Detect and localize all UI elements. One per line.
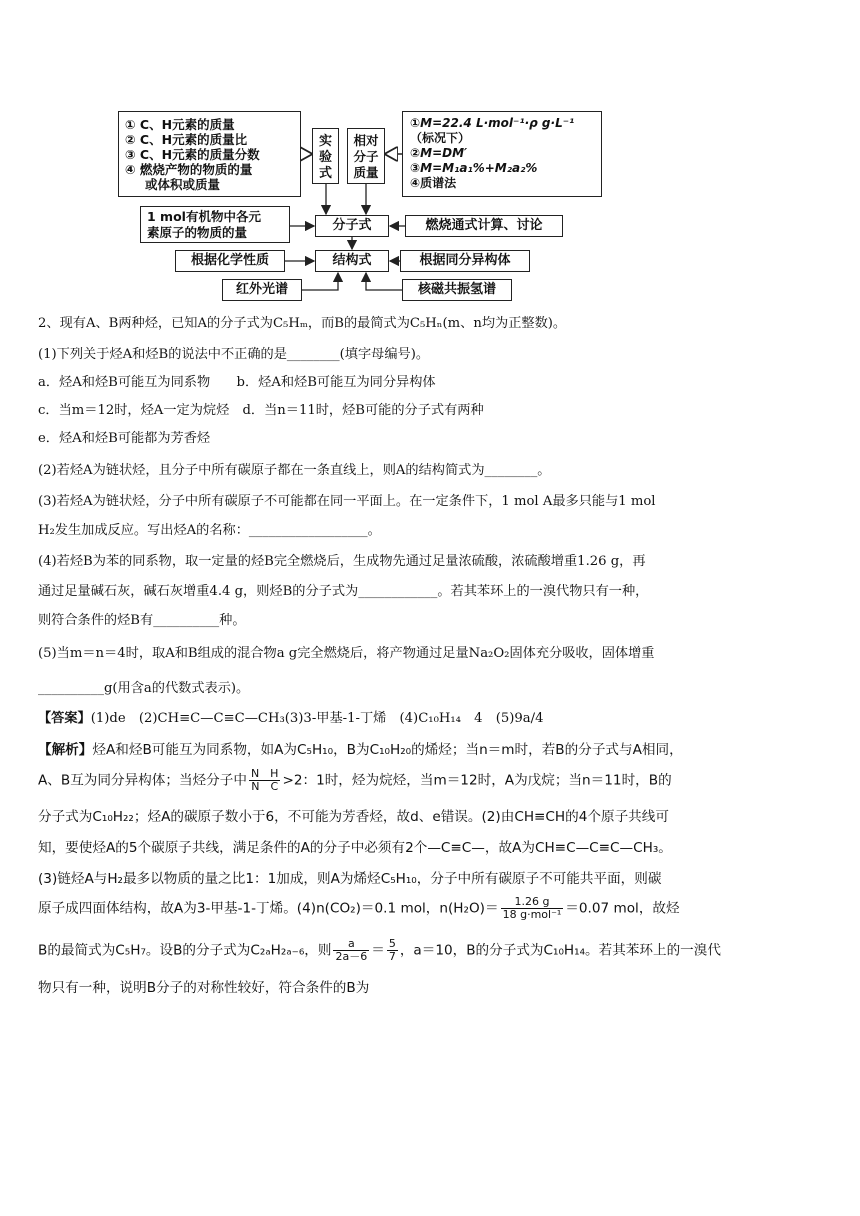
question-part-3-line-1: (3)若烃A为链状烃，分子中所有碳原子不可能都在同一平面上。在一定条件下，1 mol A最多只能与1 mol [38, 494, 656, 509]
ratio-fraction-den: N C [251, 780, 279, 793]
relative-mass-line-1: 相对 [353, 133, 379, 148]
flow-diagram [0, 0, 860, 305]
formula-fraction-num: a [333, 938, 369, 951]
right-item-4: ③M=M₁a₁%+M₂a₂% [410, 161, 538, 175]
right-item-3: ②M=DM′ [410, 146, 468, 160]
answer-tag: 【答案】 [38, 711, 91, 726]
ratio-fraction-num: N H [250, 767, 279, 780]
molecular-formula-box: 分子式 [315, 215, 389, 237]
ratio-5-7-den: 7 [388, 950, 396, 963]
analysis-line-6 [38, 896, 828, 921]
ratio-5-7-fraction [387, 938, 398, 963]
analysis-text-2a: A、B互为同分异构体；当烃分子中 [38, 772, 247, 789]
question-part-5-line-2: __________g(用含a的代数式表示)。 [38, 681, 250, 696]
analysis-text-7a: B的最简式为C₅H₇。设B的分子式为C₂ₐH₂ₐ₋₆，则 [38, 942, 332, 959]
analysis-text-1: 烃A和烃B可能互为同系物，如A为C₅H₁₀，B为C₁₀H₂₀的烯烃；当n＝m时，若B的分子式与A相同， [92, 742, 683, 758]
question-part-4-line-2: 通过足量碱石灰，碱石灰增重4.4 g，则烃B的分子式为____________。若其苯环上的一溴代物只有一种， [38, 584, 649, 599]
analysis-line-3: 分子式为C₁₀H₂₂；烃A的碳原子数小于6，不可能为芳香烃，故d、e错误。(2)由CH≡CH的4个原子共线可 [38, 809, 669, 825]
option-cd: c．当m＝12时，烃A一定为烷烃 d．当n＝11时，烃B可能的分子式有两种 [38, 403, 484, 418]
nmr-box: 核磁共振氢谱 [402, 279, 512, 301]
mol-box-line-2: 素原子的物质的量 [147, 225, 248, 240]
water-fraction-num: 1.26 g [501, 896, 564, 909]
analysis-line-5: (3)链烃A与H₂最多以物质的量之比1：1加成，则A为烯烃C₅H₁₀，分子中所有碳原子不可能共平面，则碳 [38, 871, 662, 887]
water-fraction [501, 896, 564, 921]
question-part-4-line-3: 则符合条件的烃B有__________种。 [38, 613, 246, 628]
combustion-box: 燃烧通式计算、讨论 [405, 215, 563, 237]
analysis-text-7b: ＝ [371, 942, 385, 959]
left-item-3: ③ C、H元素的质量分数 [125, 147, 260, 162]
mol-atoms-box [140, 206, 290, 243]
relative-mass-line-3: 质量 [353, 165, 379, 180]
right-item-1: ①M=22.4 L·mol⁻¹·ρ g·L⁻¹ [410, 116, 575, 130]
question-stem: 2、现有A、B两种烃，已知A的分子式为C₅Hₘ，而B的最简式为C₅Hₙ(m、n均为正整数)。 [38, 316, 567, 331]
formula-fraction-den: 2a－6 [335, 950, 368, 963]
question-part-1: (1)下列关于烃A和烃B的说法中不正确的是________(填字母编号)。 [38, 347, 430, 362]
analysis-text-2b: >2：1时，烃为烷烃，当m＝12时，A为戊烷；当n＝11时，B的 [282, 772, 672, 789]
relative-mass-box [347, 128, 385, 184]
analysis-text-7c: ，a＝10，B的分子式为C₁₀H₁₄。若其苯环上的一溴代 [399, 942, 721, 959]
empirical-char-3: 式 [318, 166, 332, 181]
molar-mass-methods-box [402, 111, 602, 197]
empirical-char-2: 验 [318, 150, 332, 165]
left-item-1: ① C、H元素的质量 [125, 117, 235, 132]
relative-mass-line-2: 分子 [353, 149, 379, 164]
left-item-2: ② C、H元素的质量比 [125, 132, 248, 147]
analysis-line-8: 物只有一种，说明B分子的对称性较好，符合条件的B为 [38, 980, 370, 996]
analysis-line-4: 知，要使烃A的5个碳原子共线，满足条件的A的分子中必须有2个—C≡C—，故A为CH≡C—C≡C—CH₃。 [38, 840, 672, 856]
water-fraction-den: 18 g·mol⁻¹ [502, 908, 562, 921]
question-part-4-line-1: (4)若烃B为苯的同系物，取一定量的烃B完全燃烧后，生成物先通过足量浓硫酸，浓硫酸增重1.26 g，再 [38, 554, 646, 569]
option-ab: a．烃A和烃B可能互为同系物 b．烃A和烃B可能互为同分异构体 [38, 375, 436, 390]
left-item-5: 或体积或质量 [145, 177, 221, 192]
question-part-3-line-2: H₂发生加成反应。写出烃A的名称：__________________。 [38, 523, 381, 538]
empirical-formula-box [312, 128, 339, 184]
chemical-property-box: 根据化学性质 [175, 250, 285, 272]
analysis-line-7 [38, 938, 828, 963]
option-e: e．烃A和烃B可能都为芳香烃 [38, 431, 211, 446]
answer-text: (1)de (2)CH≡C—C≡C—CH₃(3)3-甲基-1-丁烯 (4)C₁₀H₁₄ 4 (5)9a/4 [90, 711, 544, 726]
structural-formula-box: 结构式 [315, 250, 389, 272]
left-item-4: ④ 燃烧产物的物质的量 [125, 162, 253, 177]
ratio-5-7-num: 5 [388, 937, 396, 950]
mol-box-line-1: 1 mol有机物中各元 [147, 209, 261, 224]
isomer-box: 根据同分异构体 [400, 250, 530, 272]
question-part-2: (2)若烃A为链状烃，且分子中所有碳原子都在一条直线上，则A的结构简式为________。 [38, 463, 551, 478]
analysis-line-2 [38, 768, 828, 793]
ratio-fraction [249, 768, 281, 793]
analysis-line-1 [38, 738, 828, 758]
element-mass-box [118, 111, 301, 197]
analysis-text-6b: ＝0.07 mol，故烃 [565, 900, 680, 917]
question-part-5-line-1: (5)当m＝n＝4时，取A和B组成的混合物a g完全燃烧后，将产物通过足量Na₂O₂固体充分吸收，固体增重 [38, 646, 655, 661]
empirical-char-1: 实 [318, 134, 332, 149]
analysis-tag: 【解析】 [38, 742, 93, 758]
right-item-5: ④质谱法 [410, 176, 457, 190]
infrared-box: 红外光谱 [222, 279, 302, 301]
analysis-text-6a: 原子成四面体结构，故A为3-甲基-1-丁烯。(4)n(CO₂)＝0.1 mol，n(H₂O)＝ [38, 900, 499, 917]
answer-line [38, 707, 828, 726]
formula-fraction [333, 938, 369, 963]
right-item-2: （标况下） [410, 131, 471, 145]
